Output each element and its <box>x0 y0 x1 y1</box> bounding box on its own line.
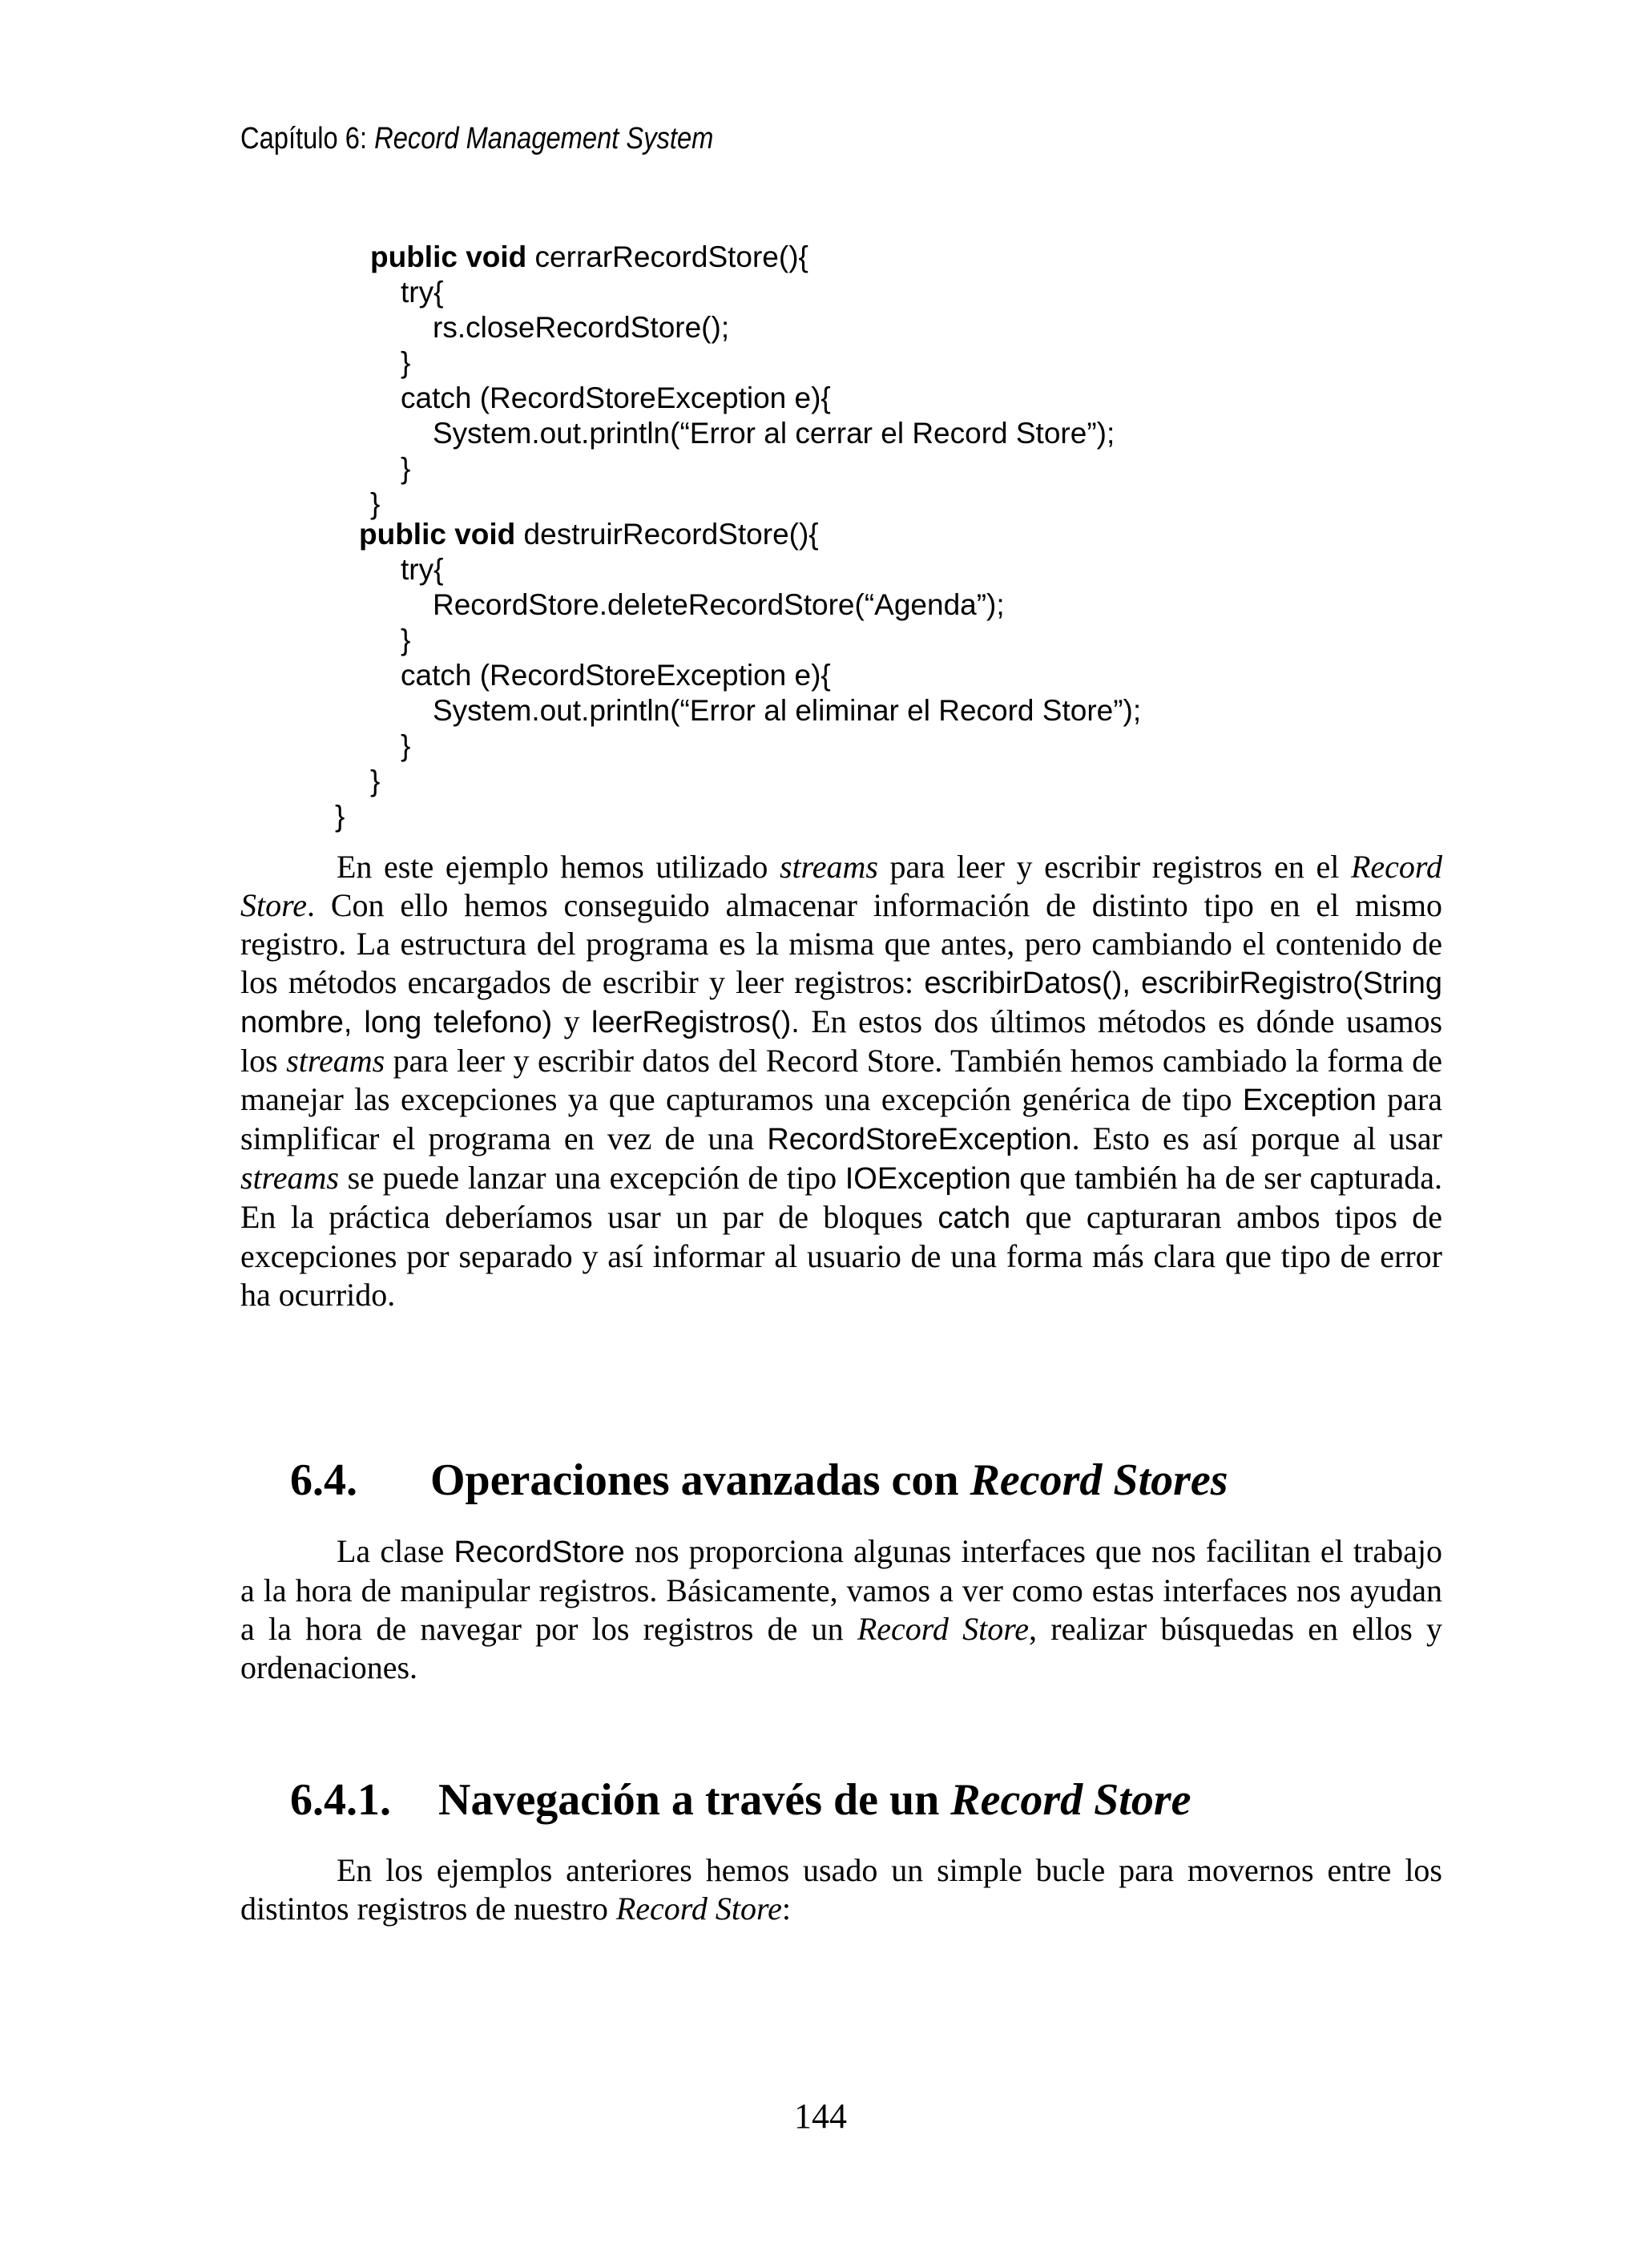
body-paragraph: La clase RecordStore nos proporciona algunas interfaces que nos facilitan el trabajo a la hora de manipular registros. Básicamente, vamos a ver como estas interfaces nos ayudan a la hora de navegar por los registros de un Record Store, realizar búsquedas en ellos y ordenaciones. <box>240 1533 1442 1685</box>
chapter-label: Capítulo 6: <box>240 122 368 155</box>
code-line: catch (RecordStoreException e){ <box>401 659 831 692</box>
code-line: try{ <box>401 553 444 586</box>
code-line: public void destruirRecordStore(){ <box>359 518 819 551</box>
code-line: } <box>401 452 411 485</box>
code-line: catch (RecordStoreException e){ <box>401 381 831 414</box>
running-header <box>240 122 713 156</box>
code-line: rs.closeRecordStore(); <box>433 311 730 344</box>
code-line: RecordStore.deleteRecordStore(“Agenda”); <box>433 588 1005 621</box>
section-heading-6-4: 6.4. Operaciones avanzadas con Record Stores <box>290 1455 1228 1505</box>
page-number: 144 <box>794 2096 847 2136</box>
section-heading-6-4-1: 6.4.1. Navegación a través de un Record Store <box>290 1775 1191 1825</box>
body-paragraph: En los ejemplos anteriores hemos usado un simple bucle para movernos entre los distintos registros de nuestro Record Store: <box>240 1852 1442 1927</box>
code-line: } <box>335 800 345 833</box>
code-line: } <box>401 346 411 379</box>
code-line: System.out.println(“Error al eliminar el Record Store”); <box>433 694 1142 727</box>
code-line: } <box>370 765 381 797</box>
code-line: } <box>370 487 381 520</box>
code-line: } <box>401 729 411 762</box>
code-line: } <box>401 623 411 656</box>
chapter-title: Record Management System <box>374 122 714 155</box>
code-line: public void cerrarRecordStore(){ <box>370 240 808 273</box>
code-line: try{ <box>401 276 444 309</box>
body-paragraph: En este ejemplo hemos utilizado streams para leer y escribir registros en el Record Store. Con ello hemos conseguido almacenar información de distinto tipo en el mismo registro. La estructura del programa es la misma que antes, pero cambiando el contenido de los métodos encargados de escribir y leer registros: escribirDatos(), escribirRegistro(String nombre, long telefono) y leerRegistros(). En estos dos últimos métodos es dónde usamos los streams para leer y escribir datos del Record Store. También hemos cambiado la forma de manejar las excepciones ya que capturamos una excepción genérica de tipo Exception para simplificar el programa en vez de una RecordStoreException. Esto es así porque al usar streams se puede lanzar una excepción de tipo IOException que también ha de ser capturada. En la práctica deberíamos usar un par de bloques catch que capturaran ambos tipos de excepciones por separado y así informar al usuario de una forma más clara que tipo de error ha ocurrido. <box>240 849 1443 1313</box>
code-line: System.out.println(“Error al cerrar el Record Store”); <box>433 417 1115 450</box>
